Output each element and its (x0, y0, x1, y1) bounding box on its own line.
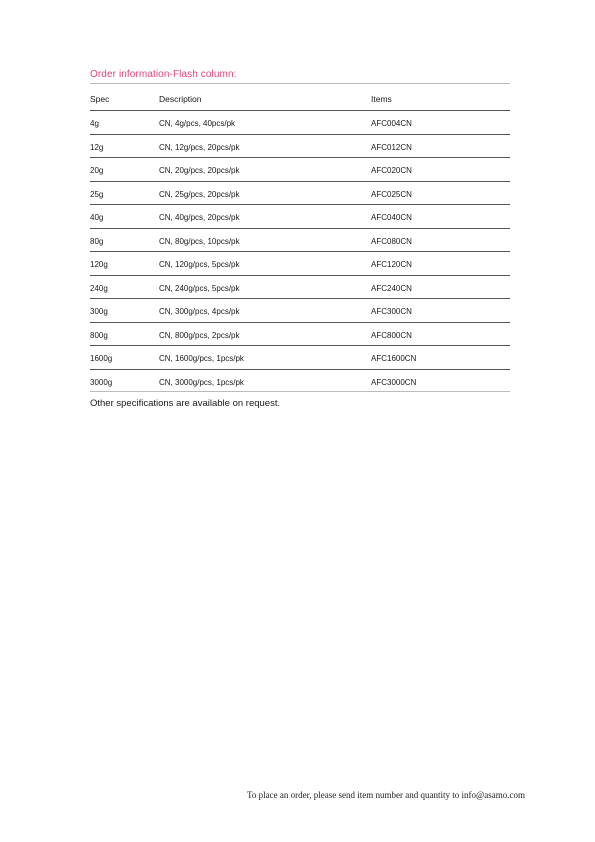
header-spec: Spec (90, 94, 110, 104)
cell-description: CN, 80g/pcs, 10pcs/pk (159, 236, 240, 246)
table-row (90, 298, 510, 322)
cell-description: CN, 40g/pcs, 20pcs/pk (159, 213, 240, 222)
cell-spec: 120g (90, 260, 108, 269)
cell-item: AFC025CN (371, 189, 412, 199)
table-row (90, 251, 510, 275)
cell-description: CN, 300g/pcs, 4pcs/pk (159, 307, 240, 316)
cell-description: CN, 12g/pcs, 20pcs/pk (159, 142, 240, 152)
cell-spec: 800g (90, 330, 108, 340)
table-row (90, 157, 510, 181)
cell-spec: 4g (90, 119, 99, 128)
cell-spec: 300g (90, 307, 108, 316)
cell-description: CN, 20g/pcs, 20pcs/pk (159, 166, 240, 175)
table-row (90, 110, 510, 134)
cell-item: AFC012CN (371, 142, 412, 152)
cell-item: AFC1600CN (371, 354, 417, 363)
cell-description: CN, 3000g/pcs, 1pcs/pk (159, 377, 244, 387)
cell-item: AFC3000CN (371, 377, 417, 387)
table-row (90, 345, 510, 369)
cell-item: AFC080CN (371, 236, 412, 246)
cell-spec: 40g (90, 213, 104, 222)
cell-description: CN, 4g/pcs, 40pcs/pk (159, 119, 236, 128)
cell-spec: 20g (90, 166, 104, 175)
table-row (90, 134, 510, 158)
cell-item: AFC040CN (371, 213, 412, 222)
cell-item: AFC020CN (371, 166, 412, 175)
section-title: Order information-Flash column: (90, 69, 237, 80)
cell-spec: 25g (90, 189, 104, 199)
cell-description: CN, 240g/pcs, 5pcs/pk (159, 283, 240, 293)
cell-description: CN, 800g/pcs, 2pcs/pk (159, 330, 240, 340)
order-table (90, 83, 510, 392)
cell-description: CN, 1600g/pcs, 1pcs/pk (159, 354, 244, 363)
cell-item: AFC004CN (371, 119, 412, 128)
cell-item: AFC240CN (371, 283, 412, 293)
table-row (90, 181, 510, 205)
header-description: Description (159, 94, 202, 104)
cell-item: AFC300CN (371, 307, 412, 316)
availability-note: Other specifications are available on request. (90, 398, 281, 409)
cell-spec: 80g (90, 236, 104, 246)
cell-spec: 12g (90, 142, 104, 152)
table-row (90, 228, 510, 252)
cell-item: AFC800CN (371, 330, 412, 340)
cell-spec: 3000g (90, 377, 113, 387)
cell-description: CN, 25g/pcs, 20pcs/pk (159, 189, 240, 199)
order-contact-footer: To place an order, please send item number and quantity to info@asamo.com (247, 790, 525, 800)
table-row (90, 322, 510, 346)
header-items: Items (371, 94, 392, 104)
cell-item: AFC120CN (371, 260, 412, 269)
table-row (90, 204, 510, 228)
table-row (90, 275, 510, 299)
cell-spec: 240g (90, 283, 108, 293)
cell-description: CN, 120g/pcs, 5pcs/pk (159, 260, 240, 269)
table-row (90, 369, 510, 393)
table-header-row (90, 83, 510, 110)
cell-spec: 1600g (90, 354, 113, 363)
